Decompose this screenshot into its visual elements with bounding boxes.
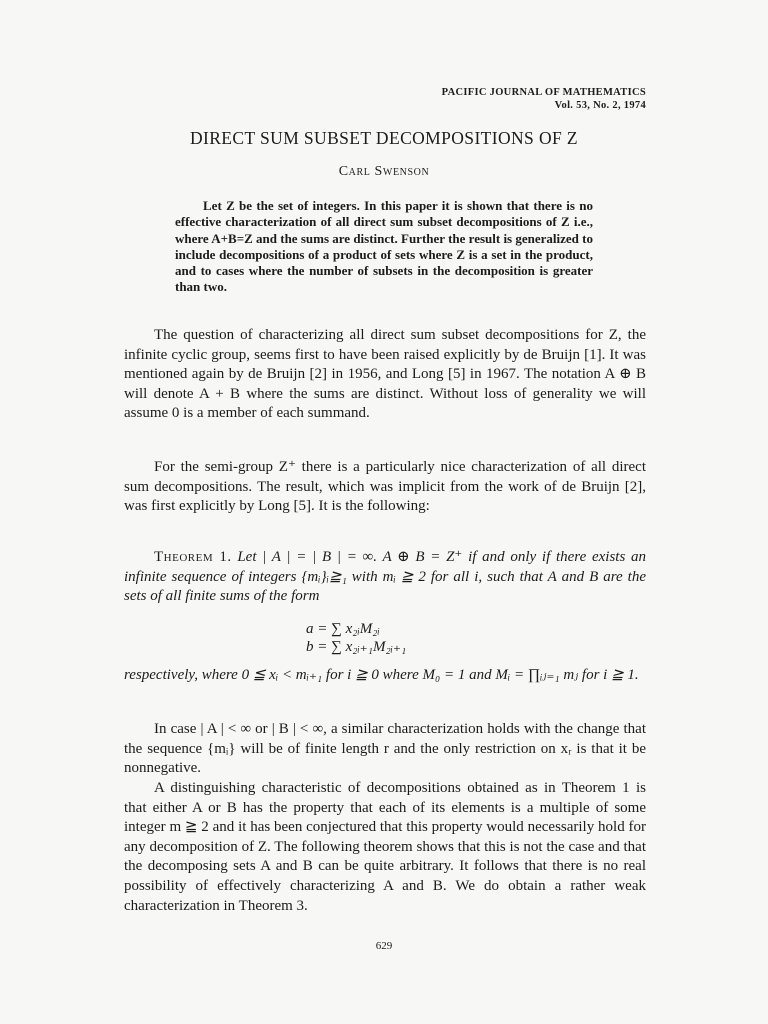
abstract: Let Z be the set of integers. In this paper it is shown that there is no effective characterization of all direct sum subset decompositions of Z i.e., where A+B=Z and the sums are distinct. Further the result is generalized to include decompositions of a product of sets where Z is a set in the product, and to cases where the number of subsets in the decomposition is greater than two. <box>175 198 593 295</box>
theorem-body: Let | A | = | B | = ∞. A ⊕ B = Z⁺ if and only if there exists an infinite sequence of integers {mᵢ}ᵢ≧₁ with mᵢ ≧ 2 for all i, such that A and B are the sets of all finite sums of the form <box>124 549 647 605</box>
page-number: 629 <box>375 940 393 952</box>
paragraph-intro: The question of characterizing all direct sum subset decompositions for Z, the infinite cyclic group, seems first to have been raised explicitly by de Bruijn [1]. It was mentioned again by de Bruijn [2] in 1956, and Long [5] in 1967. The notation A ⊕ B will denote A + B where the sums are distinct. Without loss of generality we will assume 0 is a member of each summand. <box>124 327 646 422</box>
theorem-tail: respectively, where 0 ≦ xᵢ < mᵢ₊₁ for i ≧ 0 where M₀ = 1 and Mᵢ = ∏ᵢⱼ₌₁ mⱼ for i ≧ 1. <box>124 667 639 683</box>
formula-a: a = ∑ x₂ᵢM₂ᵢ <box>306 621 380 637</box>
paragraph-semigroup: For the semi-group Z⁺ there is a particularly nice characterization of all direct sum decompositions. The result, which was implicit from the work of de Bruijn [2], was first explicitly by Long [5]. It is the following: <box>124 459 646 515</box>
journal-volume: Vol. 53, No. 2, 1974 <box>554 100 646 111</box>
paper-title: DIRECT SUM SUBSET DECOMPOSITIONS OF Z <box>189 128 579 148</box>
theorem-1 <box>124 548 646 607</box>
journal-header <box>442 86 646 112</box>
paragraph-characteristic: A distinguishing characteristic of decompositions obtained as in Theorem 1 is that either A or B has the property that each of its elements is a multiple of some integer m ≧ 2 and it has been conjectured that this property would necessarily hold for any decomposition of Z. The following theorem shows that this is not the case and that the decomposing sets A and B can be quite arbitrary. It follows that there is no real possibility of effectively characterizing A and B. We do obtain a rather weak characterization in Theorem 3. <box>124 780 646 914</box>
theorem-label: Theorem 1. <box>154 549 232 565</box>
formula-b: b = ∑ x₂ᵢ₊₁M₂ᵢ₊₁ <box>306 639 407 655</box>
paragraph-finite-case: In case | A | < ∞ or | B | < ∞, a similar characterization holds with the change that the sequence {mᵢ} will be of finite length r and the only restriction on xᵣ is that it be nonnegative. <box>124 721 646 777</box>
journal-name: PACIFIC JOURNAL OF MATHEMATICS <box>441 87 646 98</box>
paper-author: Carl Swenson <box>338 164 430 179</box>
